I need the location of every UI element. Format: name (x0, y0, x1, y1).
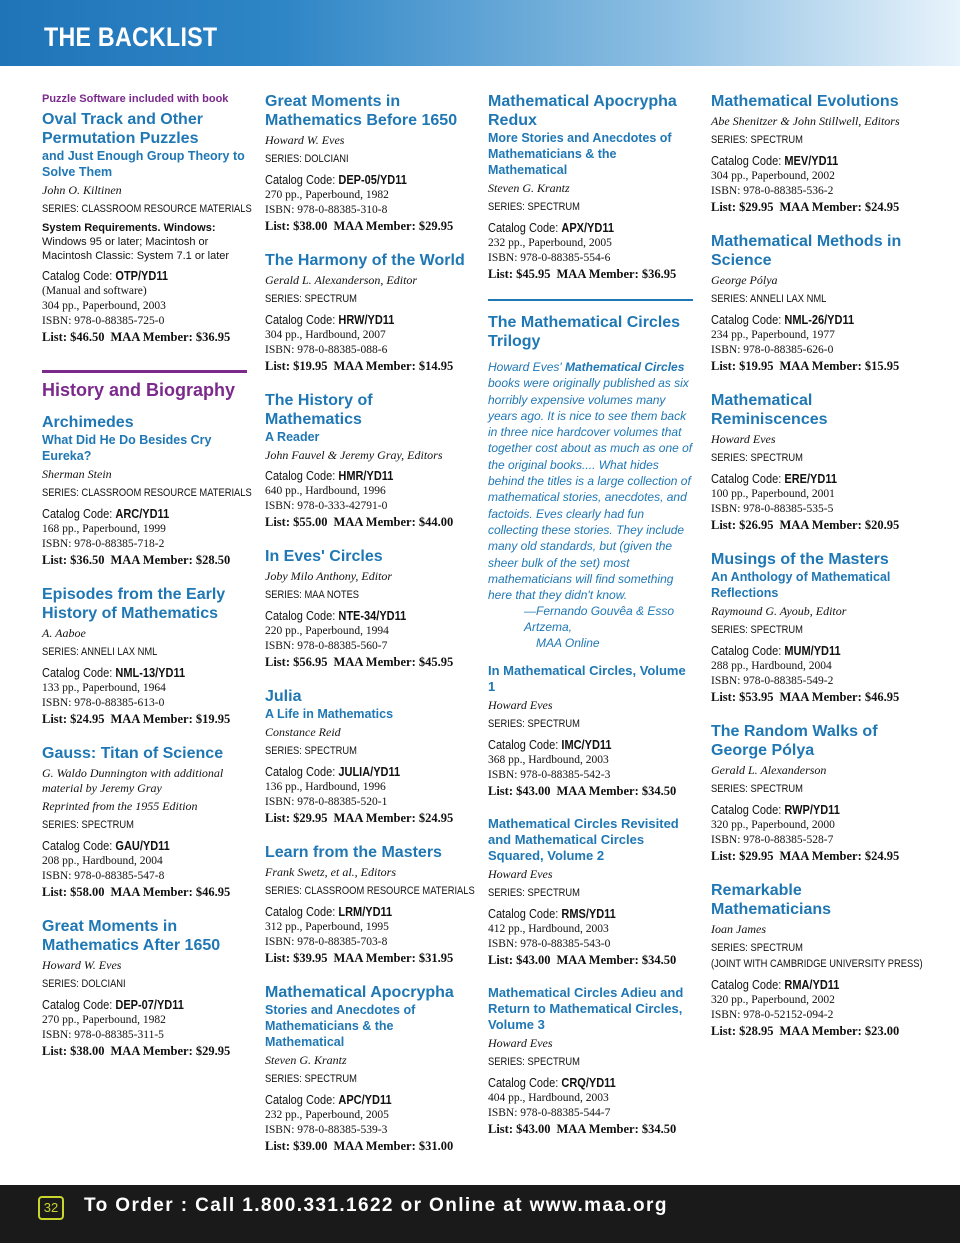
member-price: MAA Member: $36.95 (556, 267, 677, 281)
catalog-value: GAU/YD11 (115, 839, 170, 853)
book-entry (711, 232, 916, 374)
list-price: List: $29.95 (711, 849, 774, 863)
book-title[interactable]: Mathematical Methods in Science (711, 233, 902, 269)
member-price: MAA Member: $34.50 (556, 1122, 677, 1137)
member-price: MAA Member: $31.00 (333, 1139, 454, 1153)
book-isbn: ISBN: 978-0-88385-544-7 (488, 1107, 611, 1120)
catalog-value: HRW/YD11 (338, 313, 395, 327)
catalog-code (488, 906, 668, 922)
catalog-code (265, 172, 445, 188)
book-entry (42, 585, 247, 727)
book-subtitle: and Just Enough Group Theory to Solve Them (42, 149, 245, 179)
book-subtitle: Stories and Anecdotes of Mathematicians & the Mathematical (265, 1003, 416, 1049)
book-price (488, 783, 693, 799)
book-series: SERIES: ANNELI LAX NML (42, 646, 158, 658)
list-price: List: $58.00 (42, 885, 105, 899)
member-price: MAA Member: $24.95 (779, 849, 900, 863)
list-price: List: $39.00 (265, 1139, 328, 1153)
book-author: John Fauvel & Jeremy Gray, Editors (265, 448, 443, 462)
book-series: SERIES: CLASSROOM RESOURCE MATERIALS (42, 203, 252, 215)
section-divider (488, 299, 693, 301)
book-entry (265, 687, 470, 826)
book-author: Howard W. Eves (42, 958, 122, 972)
book-series: SERIES: SPECTRUM (265, 745, 357, 757)
book-isbn: ISBN: 978-0-88385-613-0 (42, 697, 165, 709)
book-title[interactable]: Archimedes (42, 414, 134, 431)
list-price: List: $55.00 (265, 515, 328, 529)
book-series: SERIES: SPECTRUM (42, 819, 134, 831)
book-author: Sherman Stein (42, 467, 112, 481)
catalog-label: Catalog Code: (42, 666, 116, 680)
member-price: MAA Member: $29.95 (333, 219, 454, 233)
book-author: Steven G. Krantz (488, 181, 570, 195)
catalog-value: NTE-34/YD11 (338, 609, 407, 623)
catalog-label: Catalog Code: (488, 738, 562, 753)
book-title[interactable]: Julia (265, 688, 302, 705)
book-pages: 136 pp., Hardbound, 1996 (265, 781, 386, 793)
book-pages: 100 pp., Paperbound, 2001 (711, 488, 835, 500)
book-price (265, 810, 470, 826)
book-price (265, 514, 470, 530)
quote-source: MAA Online (536, 636, 600, 651)
member-price: MAA Member: $34.50 (556, 784, 677, 799)
catalog-label: Catalog Code: (265, 765, 339, 779)
book-isbn: ISBN: 978-0-88385-725-0 (42, 315, 165, 327)
book-isbn: ISBN: 978-0-88385-718-2 (42, 538, 165, 550)
member-price: MAA Member: $28.50 (110, 553, 231, 567)
column-3 (488, 92, 693, 1154)
catalog-value: ERE/YD11 (784, 472, 837, 486)
book-entry (488, 663, 693, 799)
list-price: List: $43.00 (488, 1122, 551, 1137)
book-price (265, 1138, 470, 1154)
book-price (265, 218, 470, 234)
book-price (488, 1121, 693, 1137)
book-isbn: ISBN: 978-0-333-42791-0 (265, 500, 388, 512)
page-number: 32 (38, 1196, 64, 1220)
book-entry (265, 391, 470, 530)
book-title[interactable]: The Harmony of the World (265, 252, 465, 269)
list-price: List: $29.95 (265, 811, 328, 825)
book-isbn: ISBN: 978-0-52152-094-2 (711, 1009, 834, 1021)
book-price (711, 848, 916, 864)
catalog-value: HMR/YD11 (338, 469, 394, 483)
book-title[interactable]: Mathematical Apocrypha Redux (488, 93, 677, 129)
member-price: MAA Member: $29.95 (110, 1044, 231, 1058)
book-pages: 168 pp., Paperbound, 1999 (42, 523, 166, 535)
catalog-value: NML-13/YD11 (115, 666, 186, 680)
book-title[interactable]: Mathematical Circles Revisited and Mathematical Circles Squared, Volume 2 (488, 816, 679, 864)
book-entry (488, 985, 693, 1137)
book-series: SERIES: CLASSROOM RESOURCE MATERIALS (265, 885, 475, 897)
catalog-code (488, 737, 668, 753)
book-price (488, 952, 693, 968)
book-price (42, 552, 247, 568)
system-requirements (42, 221, 247, 263)
catalog-label: Catalog Code: (711, 313, 785, 327)
catalog-value: RMA/YD11 (784, 978, 840, 992)
catalog-code (711, 471, 891, 487)
catalog-label: Catalog Code: (265, 313, 339, 327)
book-title[interactable]: The History of Mathematics (265, 392, 373, 428)
catalog-label: Catalog Code: (42, 839, 116, 853)
book-price (42, 1043, 247, 1059)
member-price: MAA Member: $45.95 (333, 655, 454, 669)
book-entry (711, 550, 916, 705)
list-price: List: $38.00 (265, 219, 328, 233)
catalog-label: Catalog Code: (488, 221, 562, 235)
book-pages: 640 pp., Hardbound, 1996 (265, 485, 386, 497)
catalog-code (488, 220, 668, 236)
catalog-value: LRM/YD11 (338, 905, 393, 919)
book-isbn: ISBN: 978-0-88385-536-2 (711, 185, 834, 197)
list-price: List: $19.95 (265, 359, 328, 373)
book-series: SERIES: MAA NOTES (265, 589, 360, 601)
book-price (42, 329, 247, 345)
book-author: Abe Shenitzer & John Stillwell, Editors (711, 114, 900, 128)
catalog-value: RWP/YD11 (784, 803, 840, 817)
requirements-label: System Requirements. Windows: (42, 222, 216, 234)
trilogy-title[interactable]: The Mathematical Circles Trilogy (488, 314, 681, 350)
catalog-label: Catalog Code: (265, 905, 339, 919)
catalog-label: Catalog Code: (42, 507, 116, 521)
book-series: SERIES: SPECTRUM (711, 624, 803, 636)
book-price (265, 358, 470, 374)
book-author: A. Aaboe (42, 626, 86, 640)
catalog-code (265, 312, 445, 328)
book-subtitle: What Did He Do Besides Cry Eureka? (42, 433, 212, 463)
order-info[interactable]: To Order : Call 1.800.331.1622 or Online at www.maa.org (84, 1195, 668, 1216)
catalog-value: CRQ/YD11 (561, 1076, 616, 1091)
puzzle-software-note: Puzzle Software included with book (42, 93, 229, 105)
book-author: Raymound G. Ayoub, Editor (711, 604, 847, 618)
catalog-value: APC/YD11 (338, 1093, 392, 1107)
book-author: Howard Eves (488, 1036, 553, 1051)
catalog-value: RMS/YD11 (561, 907, 616, 922)
catalog-label: Catalog Code: (711, 803, 785, 817)
book-entry (265, 92, 470, 234)
book-title[interactable]: Remarkable Mathematicians (711, 882, 832, 918)
book-pages: 404 pp., Hardbound, 2003 (488, 1092, 609, 1105)
book-isbn: ISBN: 978-0-88385-547-8 (42, 870, 165, 882)
book-pages: 270 pp., Paperbound, 1982 (265, 189, 389, 201)
catalog-label: Catalog Code: (42, 998, 116, 1012)
book-author: Gerald L. Alexanderson, Editor (265, 273, 418, 287)
member-price: MAA Member: $31.95 (333, 951, 454, 965)
book-pages: 208 pp., Hardbound, 2004 (42, 855, 163, 867)
book-isbn: ISBN: 978-0-88385-520-1 (265, 796, 388, 808)
book-isbn: ISBN: 978-0-88385-310-8 (265, 204, 388, 216)
header-banner (0, 0, 960, 66)
catalog-code (42, 506, 222, 522)
book-entry (265, 983, 470, 1154)
catalog-label: Catalog Code: (488, 1076, 562, 1091)
book-price (42, 711, 247, 727)
list-price: List: $38.00 (42, 1044, 105, 1058)
catalog-value: ARC/YD11 (115, 507, 170, 521)
book-author: Howard Eves (488, 698, 553, 713)
book-series: SERIES: SPECTRUM (488, 718, 580, 731)
book-isbn: ISBN: 978-0-88385-088-6 (265, 344, 388, 356)
list-price: List: $46.50 (42, 330, 105, 344)
book-pages: 304 pp., Hardbound, 2007 (265, 329, 386, 341)
member-price: MAA Member: $44.00 (333, 515, 454, 529)
member-price: MAA Member: $24.95 (779, 200, 900, 214)
book-isbn: ISBN: 978-0-88385-549-2 (711, 675, 834, 687)
book-author: Howard W. Eves (265, 133, 345, 147)
book-entry (265, 547, 470, 670)
list-price: List: $26.95 (711, 518, 774, 532)
book-author: Constance Reid (265, 725, 341, 739)
book-subtitle: An Anthology of Mathematical Reflections (711, 570, 891, 600)
member-price: MAA Member: $19.95 (110, 712, 231, 726)
catalog-value: IMC/YD11 (561, 738, 612, 753)
catalog-label: Catalog Code: (711, 154, 785, 168)
book-entry (42, 744, 247, 900)
member-price: MAA Member: $46.95 (110, 885, 231, 899)
book-price (711, 199, 916, 215)
book-price (488, 266, 693, 282)
list-price: List: $53.95 (711, 690, 774, 704)
footer-bar (0, 1185, 960, 1243)
book-price (711, 358, 916, 374)
book-isbn: ISBN: 978-0-88385-626-0 (711, 344, 834, 356)
book-pages: 368 pp., Hardbound, 2003 (488, 754, 609, 767)
book-entry (711, 391, 916, 533)
book-series: SERIES: SPECTRUM (265, 1073, 357, 1085)
list-price: List: $28.95 (711, 1024, 774, 1038)
book-entry (488, 92, 693, 282)
column-4 (711, 92, 923, 1056)
catalog-value: NML-26/YD11 (784, 313, 855, 327)
catalog-code (265, 1092, 445, 1108)
member-price: MAA Member: $14.95 (333, 359, 454, 373)
book-entry (42, 110, 252, 345)
catalog-label: Catalog Code: (265, 609, 339, 623)
book-pages: 232 pp., Paperbound, 2005 (488, 237, 612, 249)
book-author: John O. Kiltinen (42, 183, 122, 197)
book-author: Howard Eves (711, 432, 776, 446)
book-pages: 220 pp., Paperbound, 1994 (265, 625, 389, 637)
book-pages: 288 pp., Hardbound, 2004 (711, 660, 832, 672)
book-title[interactable]: Learn from the Masters (265, 844, 442, 861)
catalog-value: MEV/YD11 (784, 154, 839, 168)
catalog-code (488, 1075, 668, 1091)
book-series: SERIES: SPECTRUM (711, 452, 803, 464)
book-pages: 312 pp., Paperbound, 1995 (265, 921, 389, 933)
column-2 (265, 92, 475, 1171)
book-pages: 320 pp., Paperbound, 2002 (711, 994, 835, 1006)
member-price: MAA Member: $24.95 (333, 811, 454, 825)
book-author: G. Waldo Dunnington with additional material by Jeremy Gray (42, 766, 224, 795)
catalog-code (265, 904, 445, 920)
book-isbn: ISBN: 978-0-88385-535-5 (711, 503, 834, 515)
quote-body: books were originally published as six horribly expensive volumes many years ago. It is nice to see them back in three nice hardcover volumes that together cost about as much as one of the original books.... What hides behind the titles is a large collection of mathematical stories, anecdotes, and factoids. Eves clearly had fun collecting these stories. They include many old standards, but (given the sheer bulk of the set) most mathematicians will find something here that they didn't know. (488, 376, 693, 603)
catalog-value: MUM/YD11 (784, 644, 841, 658)
book-isbn: ISBN: 978-0-88385-554-6 (488, 252, 611, 264)
book-series: SERIES: SPECTRUM (488, 887, 580, 900)
book-entry (711, 881, 923, 1039)
book-title[interactable]: The Random Walks of George Pólya (711, 723, 878, 759)
member-price: MAA Member: $36.95 (110, 330, 231, 344)
book-series: SERIES: SPECTRUM (488, 201, 580, 213)
quote-book-name: Mathematical Circles (565, 360, 685, 374)
section-title: History and Biography (42, 380, 236, 400)
book-price (42, 884, 247, 900)
quote-attribution (488, 603, 693, 651)
catalog-code (42, 268, 222, 284)
list-price: List: $45.95 (488, 267, 551, 281)
catalog-code (42, 838, 222, 854)
list-price: List: $43.00 (488, 953, 551, 968)
book-entry (488, 816, 693, 968)
book-series: SERIES: DOLCIANI (42, 978, 126, 990)
list-price: List: $36.50 (42, 553, 105, 567)
catalog-label: Catalog Code: (42, 269, 116, 283)
book-pages: 320 pp., Paperbound, 2000 (711, 819, 835, 831)
book-isbn: ISBN: 978-0-88385-703-8 (265, 936, 388, 948)
member-price: MAA Member: $20.95 (779, 518, 900, 532)
book-pages: 232 pp., Paperbound, 2005 (265, 1109, 389, 1121)
book-pages: 133 pp., Paperbound, 1964 (42, 682, 166, 694)
book-pages: 234 pp., Paperbound, 1977 (711, 329, 835, 341)
book-entry (42, 413, 252, 568)
catalog-code (265, 764, 445, 780)
review-quote (488, 359, 693, 603)
catalog-label: Catalog Code: (488, 907, 562, 922)
catalog-code (711, 153, 891, 169)
book-entry (42, 917, 247, 1059)
book-title[interactable]: Musings of the Masters (711, 551, 889, 568)
catalog-label: Catalog Code: (265, 1093, 339, 1107)
book-entry (711, 92, 916, 215)
book-title[interactable]: In Mathematical Circles, Volume 1 (488, 663, 686, 695)
book-price (265, 654, 470, 670)
book-series: SERIES: ANNELI LAX NML (711, 293, 827, 305)
book-pages: 304 pp., Paperbound, 2003 (42, 300, 166, 312)
catalog-code (711, 802, 891, 818)
book-title[interactable]: Mathematical Reminiscences (711, 392, 828, 428)
book-author: Gerald L. Alexanderson (711, 763, 827, 777)
book-subtitle: A Reader (265, 430, 320, 444)
book-entry (265, 843, 475, 966)
catalog-label: Catalog Code: (265, 173, 339, 187)
list-price: List: $29.95 (711, 200, 774, 214)
requirements-text: Windows 95 or later; Macintosh or Macintosh Classic: System 7.1 or later (42, 236, 230, 262)
book-isbn: ISBN: 978-0-88385-543-0 (488, 938, 611, 951)
catalog-code (711, 312, 891, 328)
book-title[interactable]: Oval Track and Other Permutation Puzzles (42, 111, 203, 147)
book-entry (265, 251, 470, 374)
catalog-code (42, 665, 222, 681)
catalog-label: Catalog Code: (711, 472, 785, 486)
book-title[interactable]: Great Moments in Mathematics Before 1650 (265, 93, 458, 129)
book-price (711, 1023, 916, 1039)
book-subtitle: More Stories and Anecdotes of Mathematicians & the Mathematical (488, 131, 672, 177)
book-note: (Manual and software) (42, 285, 147, 297)
book-series: SERIES: CLASSROOM RESOURCE MATERIALS (42, 487, 252, 499)
book-isbn: ISBN: 978-0-88385-542-3 (488, 769, 611, 782)
book-author: Joby Milo Anthony, Editor (265, 569, 393, 583)
catalog-code (265, 608, 445, 624)
list-price: List: $43.00 (488, 784, 551, 799)
book-series: SERIES: SPECTRUM (265, 293, 357, 305)
book-author: George Pólya (711, 273, 778, 287)
book-title[interactable]: Mathematical Apocrypha (265, 984, 454, 1001)
book-subtitle: A Life in Mathematics (265, 707, 394, 721)
book-isbn: ISBN: 978-0-88385-539-3 (265, 1124, 388, 1136)
book-series: SERIES: DOLCIANI (265, 153, 349, 165)
book-title[interactable]: Mathematical Evolutions (711, 93, 899, 110)
book-isbn: ISBN: 978-0-88385-528-7 (711, 834, 834, 846)
member-price: MAA Member: $15.95 (779, 359, 900, 373)
catalog-label: Catalog Code: (711, 644, 785, 658)
book-isbn: ISBN: 978-0-88385-311-5 (42, 1029, 164, 1041)
book-series: SERIES: SPECTRUM (711, 942, 803, 954)
member-price: MAA Member: $46.95 (779, 690, 900, 704)
book-author: Frank Swetz, et al., Editors (265, 865, 396, 879)
book-title[interactable]: In Eves' Circles (265, 548, 383, 565)
catalog-value: DEP-05/YD11 (338, 173, 407, 187)
catalog-code (711, 643, 891, 659)
catalog-value: JULIA/YD11 (338, 765, 401, 779)
book-author: Steven G. Krantz (265, 1053, 347, 1067)
catalog-value: APX/YD11 (561, 221, 614, 235)
book-series: SERIES: SPECTRUM (711, 134, 803, 146)
book-pages: 412 pp., Hardbound, 2003 (488, 923, 609, 936)
book-author: Howard Eves (488, 867, 553, 882)
list-price: List: $24.95 (42, 712, 105, 726)
book-title[interactable]: Mathematical Circles Adieu and Return to Mathematical Circles, Volume 3 (488, 985, 684, 1033)
column-1 (42, 92, 252, 1076)
list-price: List: $56.95 (265, 655, 328, 669)
page-title: THE BACKLIST (44, 22, 218, 52)
catalog-label: Catalog Code: (265, 469, 339, 483)
catalog-label: Catalog Code: (711, 978, 785, 992)
book-title[interactable]: Great Moments in Mathematics After 1650 (42, 918, 221, 954)
list-price: List: $39.95 (265, 951, 328, 965)
book-pages: 270 pp., Paperbound, 1982 (42, 1014, 166, 1026)
member-price: MAA Member: $34.50 (556, 953, 677, 968)
catalog-value: OTP/YD11 (115, 269, 168, 283)
list-price: List: $19.95 (711, 359, 774, 373)
quote-lead: Howard Eves' (488, 360, 565, 374)
book-pages: 304 pp., Paperbound, 2002 (711, 170, 835, 182)
book-title[interactable]: Gauss: Titan of Science (42, 745, 224, 762)
book-author: Ioan James (711, 922, 766, 936)
book-series: SERIES: SPECTRUM (711, 783, 803, 795)
book-title[interactable]: Episodes from the Early History of Mathematics (42, 586, 226, 622)
member-price: MAA Member: $23.00 (779, 1024, 900, 1038)
catalog-code (711, 977, 891, 993)
quote-author: —Fernando Gouvêa & Esso Artzema, (524, 604, 675, 635)
book-price (265, 950, 470, 966)
book-isbn: ISBN: 978-0-88385-560-7 (265, 640, 388, 652)
catalog-code (42, 997, 222, 1013)
book-price (711, 689, 916, 705)
book-reprint-note: Reprinted from the 1955 Edition (42, 799, 198, 813)
book-entry (711, 722, 916, 864)
book-price (711, 517, 916, 533)
book-series-note: (JOINT WITH CAMBRIDGE UNIVERSITY PRESS) (711, 958, 923, 970)
book-series: SERIES: SPECTRUM (488, 1056, 580, 1069)
catalog-value: DEP-07/YD11 (115, 998, 184, 1012)
catalog-code (265, 468, 445, 484)
section-divider (42, 370, 247, 373)
